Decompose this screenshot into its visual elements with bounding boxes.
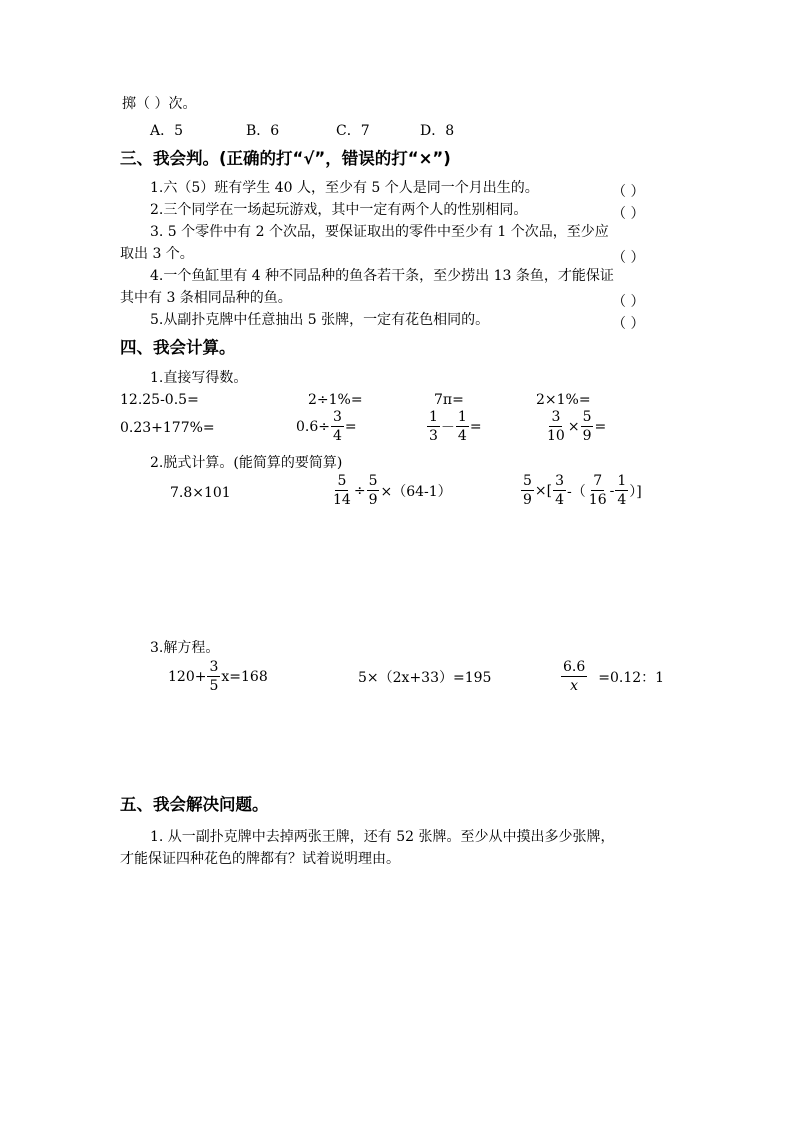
fraction (331, 474, 353, 507)
denominator: 3 (429, 428, 438, 444)
fraction (521, 474, 534, 507)
calc-item-b (330, 474, 452, 507)
direct-item-h (544, 410, 606, 443)
direct-item-d: 2×1%= (536, 392, 591, 408)
numerator: 5 (523, 473, 532, 489)
answer-paren-3: （ ） (612, 250, 645, 266)
numerator: 3 (555, 473, 565, 489)
numerator: 1 (429, 409, 438, 425)
fraction (615, 474, 628, 507)
denominator: 4 (617, 492, 627, 508)
equation-a (168, 660, 268, 693)
section-4-title: 四、我会计算。 (120, 338, 236, 357)
judge-item-3: 3. 5 个零件中有 2 个次品，要保证取出的零件中至少有 1 个次品，至少应 (150, 224, 609, 240)
fraction (581, 410, 594, 443)
numerator: 1 (457, 409, 467, 425)
answer-paren-1: （ ） (612, 184, 645, 200)
denominator: 4 (457, 428, 467, 444)
question-text-continued: 掷（ ）次。 (122, 96, 197, 112)
fraction (331, 410, 344, 443)
denominator: 16 (588, 492, 607, 508)
operator: ×[ (534, 482, 553, 499)
problem-1-line-1: 1. 从一副扑克牌中去掉两张王牌，还有 52 张牌。至少从中摸出多少张牌， (150, 829, 615, 845)
denominator: 5 (209, 678, 219, 694)
judge-item-2: 2.三个同学在一场起玩游戏，其中一定有两个人的性别相同。 (150, 202, 528, 218)
option-b: B．6 (246, 123, 280, 139)
numerator: 1 (617, 473, 627, 489)
denominator: x (570, 678, 579, 694)
operator: ÷ (353, 482, 366, 499)
expr-text: ×（64-1） (380, 483, 452, 500)
numerator: 5 (337, 473, 347, 489)
expr-text: 120+ (168, 668, 207, 685)
numerator: 6.6 (563, 659, 586, 675)
expr-text: = (594, 418, 607, 435)
judge-item-4-cont: 其中有 3 条相同品种的鱼。 (120, 290, 292, 306)
direct-item-e: 0.23+177%= (120, 420, 215, 436)
expr-text: ）] (629, 483, 642, 500)
calc-subtitle: 2.脱式计算。(能简算的要简算) (150, 455, 343, 471)
numerator: 5 (582, 409, 592, 425)
direct-item-g (426, 410, 482, 443)
judge-item-1: 1.六（5）班有学生 40 人，至少有 5 个人是同一个月出生的。 (150, 180, 539, 196)
denominator: 4 (555, 492, 565, 508)
denominator: 4 (333, 428, 342, 444)
problem-1-line-2: 才能保证四种花色的牌都有？试着说明理由。 (120, 851, 400, 867)
expr-text: 0.6÷ (296, 418, 330, 435)
numerator: 5 (368, 473, 378, 489)
calc-item-a: 7.8×101 (170, 485, 231, 501)
expr-text: = (469, 418, 482, 435)
direct-item-c: 7π= (434, 392, 464, 408)
denominator: 10 (547, 428, 565, 444)
denominator: 9 (523, 492, 532, 508)
option-d: D．8 (420, 123, 455, 139)
denominator: 9 (582, 428, 592, 444)
operator: × (567, 418, 580, 435)
calc-item-c (520, 474, 642, 507)
expr-text: = (344, 418, 357, 435)
fraction (427, 410, 440, 443)
expr-text: =0.12：1 (598, 669, 665, 686)
judge-item-5: 5.从副扑克牌中任意抽出 5 张牌，一定有花色相同的。 (150, 312, 490, 328)
numerator: 7 (593, 473, 603, 489)
fraction (587, 474, 609, 507)
answer-paren-2: （ ） (612, 206, 645, 222)
fraction (367, 474, 380, 507)
fraction (561, 660, 587, 693)
answer-paren-4: （ ） (612, 294, 645, 310)
direct-item-f (296, 410, 357, 443)
operator: － (440, 419, 455, 436)
equation-b: 5×（2x+33）=195 (358, 670, 492, 686)
section-3-title: 三、我会判。(正确的打“√”，错误的打“×”) (120, 149, 451, 168)
fraction (553, 474, 566, 507)
fraction (456, 410, 469, 443)
direct-subtitle: 1.直接写得数。 (150, 370, 248, 386)
expr-text: x=168 (221, 668, 268, 685)
equation-subtitle: 3.解方程。 (150, 640, 220, 656)
denominator: 9 (368, 492, 378, 508)
denominator: 14 (333, 492, 351, 508)
judge-item-3-cont: 取出 3 个。 (120, 246, 194, 262)
fraction (545, 410, 567, 443)
direct-item-b: 2÷1%= (308, 392, 363, 408)
numerator: 3 (333, 409, 342, 425)
answer-paren-5: （ ） (612, 316, 645, 332)
numerator: 3 (551, 409, 561, 425)
judge-item-4: 4.一个鱼缸里有 4 种不同品种的鱼各若干条，至少捞出 13 条鱼，才能保证 (150, 268, 614, 284)
operator: -（ (567, 483, 586, 500)
direct-item-a: 12.25-0.5= (120, 392, 199, 408)
fraction (207, 660, 220, 693)
option-a: A．5 (150, 123, 184, 139)
equation-c (560, 660, 664, 693)
operator: - (609, 482, 615, 499)
option-c: C．7 (336, 123, 370, 139)
section-5-title: 五、我会解决问题。 (120, 795, 269, 814)
numerator: 3 (209, 659, 219, 675)
